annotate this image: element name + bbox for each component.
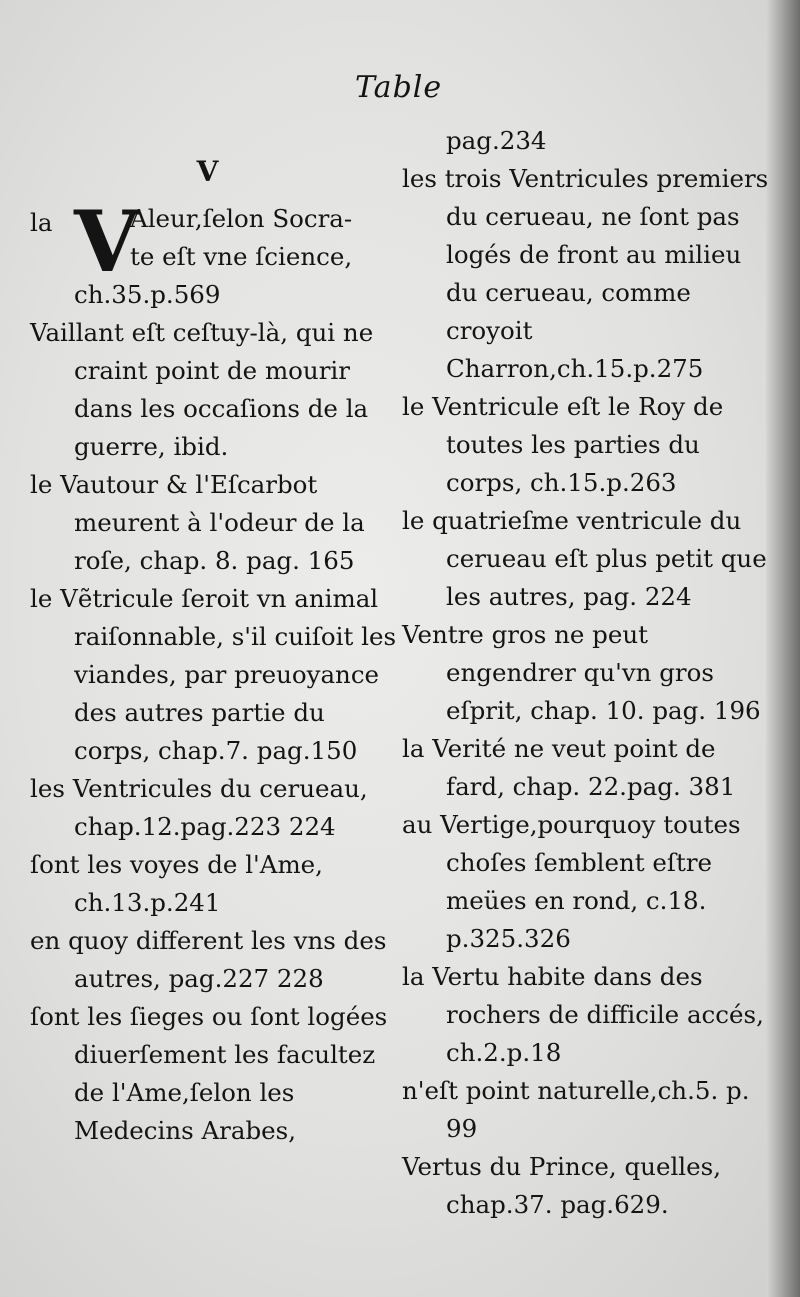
right-column bbox=[402, 122, 774, 1224]
drop-entry-line-3: ch.35.p.569 bbox=[74, 280, 221, 309]
drop-entry-line-1: Aleur,ſelon Socra- bbox=[130, 204, 353, 233]
index-entry: Vertus du Prince, quelles, chap.37. pag.629. bbox=[402, 1152, 721, 1219]
index-entry: ſont les ſieges ou ſont logées diuerſement les facultez de l'Ame,ſelon les Medecins Arabes, bbox=[30, 1002, 388, 1145]
index-entry: le Ventricule eſt le Roy de toutes les parties du corps, ch.15.p.263 bbox=[402, 392, 724, 497]
index-entry: le quatrieſme ventricule du cerueau eſt plus petit que les autres, pag. 224 bbox=[402, 506, 767, 611]
index-entry: la Vertu habite dans des rochers de difficile accés, ch.2.p.18 bbox=[402, 962, 764, 1067]
index-entry: la Verité ne veut point de fard, chap. 22.pag. 381 bbox=[402, 734, 736, 801]
section-letter: V bbox=[196, 155, 219, 188]
index-entry: n'eſt point naturelle,ch.5. p. 99 bbox=[402, 1076, 750, 1143]
index-entry: les Ventricules du cerueau, chap.12.pag.223 224 bbox=[30, 774, 368, 841]
index-entry: le Vautour & l'Eſcarbot meurent à l'odeur de la roſe, chap. 8. pag. 165 bbox=[30, 470, 365, 575]
index-entry-drop-cap bbox=[30, 192, 405, 314]
index-entry: Ventre gros ne peut engendrer qu'vn gros eſprit, chap. 10. pag. 196 bbox=[402, 620, 761, 725]
index-entry: Vaillant eſt ceſtuy-là, qui ne craint point de mourir dans les occaſions de la guerre, ibid. bbox=[30, 318, 374, 461]
left-column bbox=[30, 122, 405, 1150]
index-entry: en quoy different les vns des autres, pag.227 228 bbox=[30, 926, 387, 993]
index-entry: ſont les voyes de l'Ame, ch.13.p.241 bbox=[30, 850, 323, 917]
index-entry: au Vertige,pourquoy toutes choſes ſemblent eſtre meües en rond, c.18. p.325.326 bbox=[402, 810, 741, 953]
drop-entry-line-2: te eſt vne ſcience, bbox=[130, 242, 353, 271]
drop-cap-letter: V bbox=[74, 192, 140, 291]
page-title: Table bbox=[355, 70, 443, 105]
entry-article: la bbox=[30, 208, 53, 237]
index-entry: le Vẽtricule ſeroit vn animal raiſonnable, s'il cuiſoit les viandes, par preuoyance des autres partie du corps, chap.7. pag.150 bbox=[30, 584, 397, 765]
index-entry: les trois Ventricules premiers du cerueau, ne ſont pas logés de front au milieu du cerueau, comme croyoit Charron,ch.15.p.275 bbox=[402, 164, 769, 383]
continued-reference: pag.234 bbox=[446, 126, 547, 155]
